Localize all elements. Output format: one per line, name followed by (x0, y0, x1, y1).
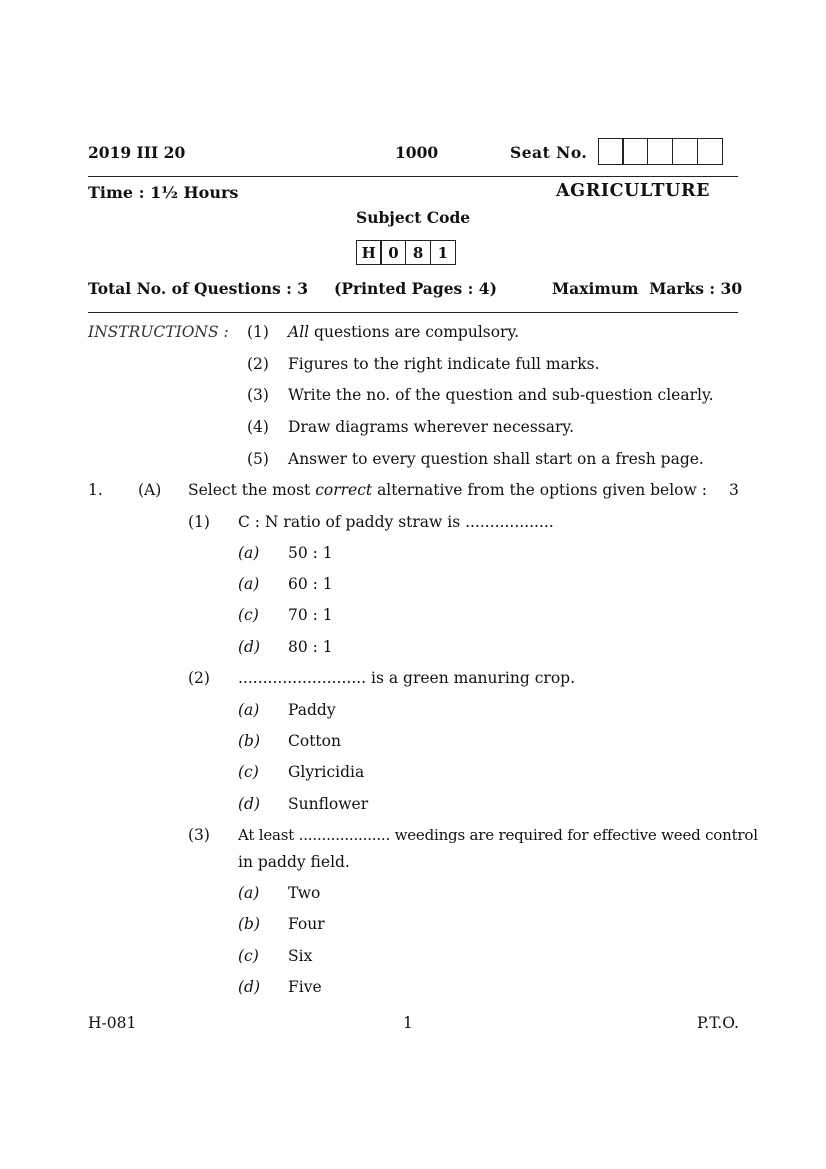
seat-box[interactable] (647, 138, 673, 165)
option-label: (a) (238, 544, 260, 562)
subject-name: AGRICULTURE (556, 181, 711, 201)
instruction-number: (1) (247, 323, 269, 341)
instruction-text: questions are compulsory. (309, 323, 520, 341)
seat-label: Seat No. (510, 143, 588, 162)
option-text: Six (288, 947, 313, 965)
subquestion-text: C : N ratio of paddy straw is .................. (238, 513, 554, 531)
subject-code-char: 1 (430, 240, 456, 265)
subject-code-boxes (357, 240, 456, 265)
footer-paper-code: H-081 (88, 1014, 137, 1032)
paper-code: 2019 III 20 (88, 143, 186, 162)
instruction-number: (4) (247, 418, 269, 436)
option-label: (a) (238, 575, 260, 593)
option-text: 80 : 1 (288, 638, 333, 656)
subject-code-char: H (356, 240, 382, 265)
maximum-marks: Maximum Marks : 30 (552, 279, 743, 298)
question-stem-text: Select the most (188, 481, 316, 499)
option-label: (a) (238, 701, 260, 719)
option-label: (d) (238, 638, 261, 656)
option-label: (c) (238, 606, 259, 624)
seat-box[interactable] (598, 138, 624, 165)
option-text: Sunflower (288, 795, 369, 813)
subject-code-char: 8 (405, 240, 431, 265)
instruction-emphasis: All (288, 323, 310, 341)
question-number: 1. (88, 481, 103, 499)
instruction-number: (5) (247, 450, 269, 468)
header-divider-top (88, 176, 738, 177)
instruction-item (288, 323, 519, 341)
option-text: Glyricidia (288, 763, 365, 781)
subquestion-text-continued: in paddy field. (238, 853, 350, 871)
instruction-text: Figures to the right indicate full marks. (288, 355, 600, 373)
seat-box[interactable] (672, 138, 698, 165)
option-label: (d) (238, 978, 261, 996)
option-text: 50 : 1 (288, 544, 333, 562)
instruction-text: Write the no. of the question and sub-question clearly. (288, 386, 714, 404)
option-text: Cotton (288, 732, 341, 750)
subject-code-char: 0 (380, 240, 406, 265)
paper-count: 1000 (395, 143, 439, 162)
printed-pages: (Printed Pages : 4) (334, 279, 497, 298)
instruction-number: (2) (247, 355, 269, 373)
question-stem-text: alternative from the options given below : (372, 481, 707, 499)
subquestion-number: (3) (188, 826, 210, 844)
option-text: Five (288, 978, 322, 996)
option-label: (a) (238, 884, 260, 902)
instruction-number: (3) (247, 386, 269, 404)
option-label: (c) (238, 763, 259, 781)
question-stem (188, 481, 707, 499)
header-divider-bottom (88, 312, 738, 313)
option-label: (b) (238, 915, 261, 933)
instructions-label: INSTRUCTIONS : (88, 323, 229, 341)
option-text: Paddy (288, 701, 336, 719)
instruction-text: Answer to every question shall start on a fresh page. (288, 450, 704, 468)
instruction-text: Draw diagrams wherever necessary. (288, 418, 575, 436)
subquestion-number: (1) (188, 513, 210, 531)
seat-number-boxes[interactable] (599, 138, 723, 165)
question-part: (A) (138, 481, 162, 499)
seat-box[interactable] (622, 138, 648, 165)
option-text: 70 : 1 (288, 606, 333, 624)
option-label: (d) (238, 795, 261, 813)
subquestion-text: .......................... is a green manuring crop. (238, 669, 575, 687)
question-marks: 3 (729, 481, 739, 499)
question-stem-emphasis: correct (315, 481, 373, 499)
subquestion-number: (2) (188, 669, 210, 687)
option-text: 60 : 1 (288, 575, 333, 593)
option-label: (b) (238, 732, 261, 750)
option-text: Two (288, 884, 321, 902)
seat-box[interactable] (697, 138, 723, 165)
subject-code-label: Subject Code (356, 208, 471, 227)
option-label: (c) (238, 947, 259, 965)
page-number: 1 (403, 1014, 413, 1032)
subquestion-text: At least .................... weedings are required for effective weed control (238, 826, 758, 844)
total-questions: Total No. of Questions : 3 (88, 279, 309, 298)
please-turn-over: P.T.O. (697, 1014, 739, 1032)
exam-time: Time : 1½ Hours (88, 183, 239, 202)
option-text: Four (288, 915, 325, 933)
